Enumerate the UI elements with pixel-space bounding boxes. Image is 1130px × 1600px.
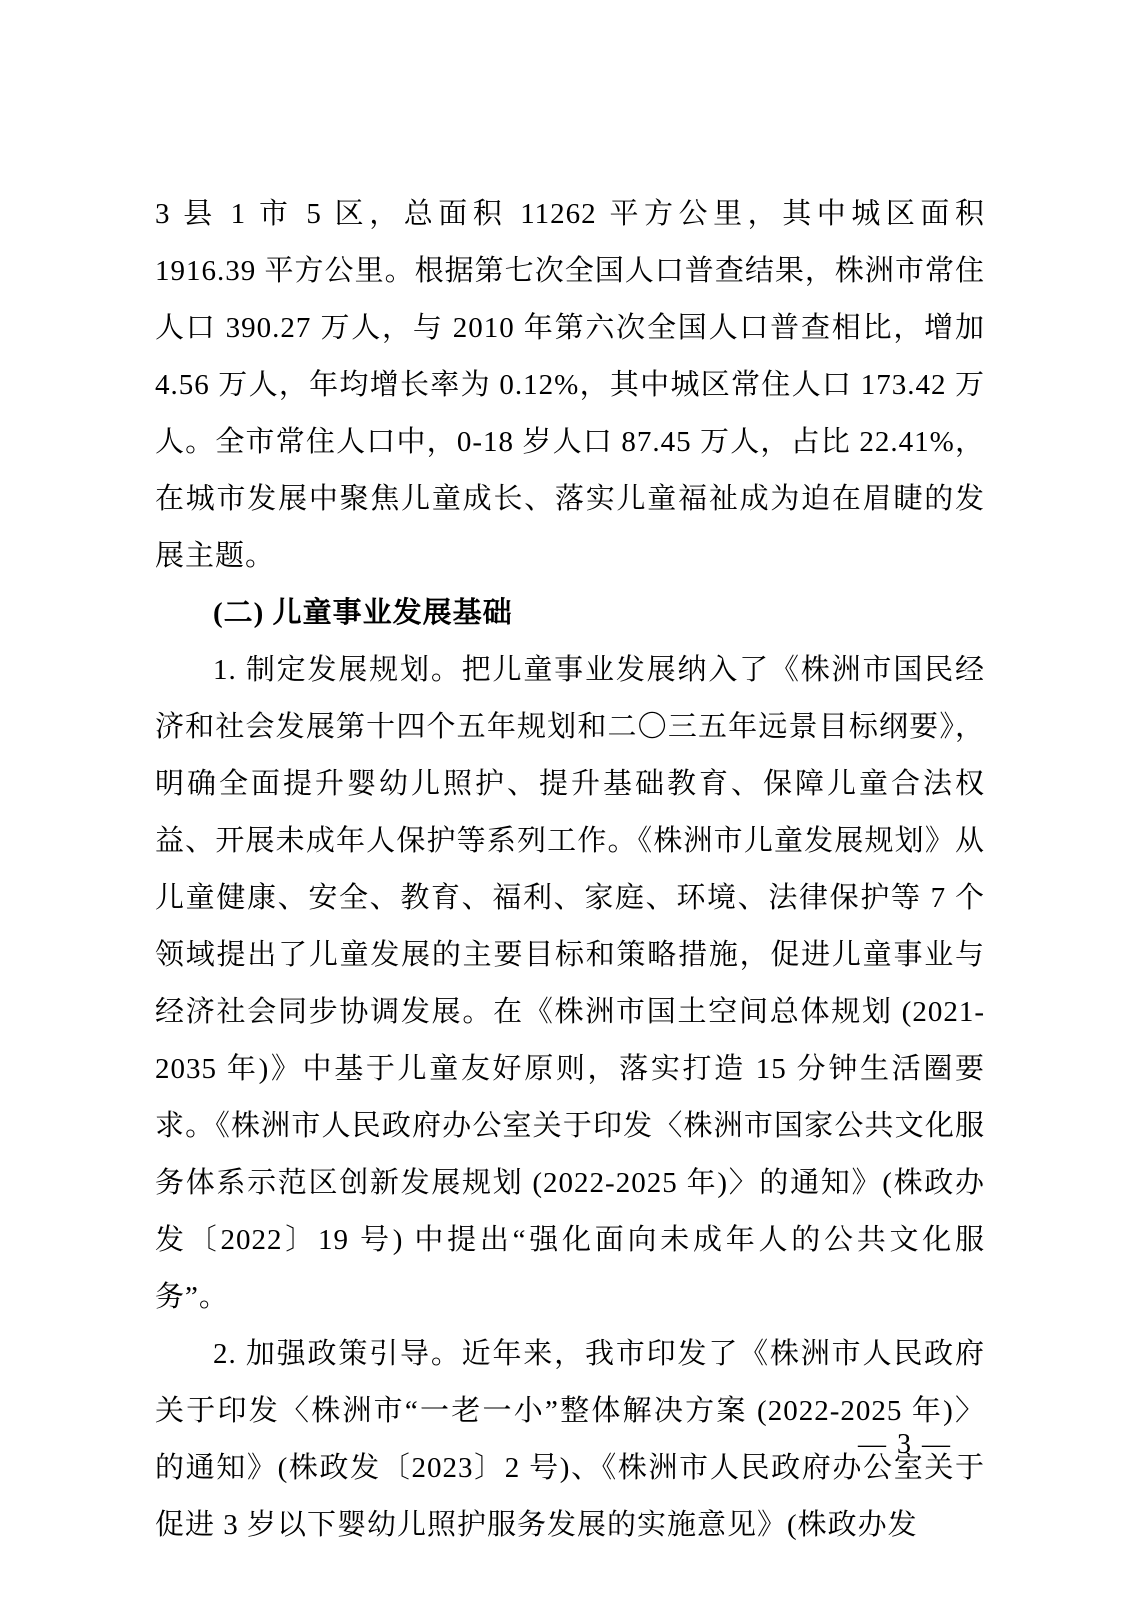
paragraph-population-stats: 3 县 1 市 5 区，总面积 11262 平方公里，其中城区面积 1916.39 平方公里。根据第七次全国人口普查结果，株洲市常住人口 390.27 万人，与 2010 年第六次全国人口普查相比，增加 4.56 万人，年均增长率为 0.12%，其中城区常住人口 173.42 万人。全市常住人口中，0-18 岁人口 87.45 万人，占比 22.41%，在城市发展中聚焦儿童成长、落实儿童福祉成为迫在眉睫的发展主题。 (155, 198, 985, 572)
paragraph-policy-guidance: 2. 加强政策引导。近年来，我市印发了《株洲市人民政府关于印发〈株洲市“一老一小”整体解决方案 (2022-2025 年)〉的通知》(株政发〔2023〕2 号)、《株洲市人民政府办公室关于促进 3 岁以下婴幼儿照护服务发展的实施意见》(株政办发 (155, 1338, 985, 1541)
page-number: — 3 — (858, 1429, 952, 1460)
paragraph-development-planning: 1. 制定发展规划。把儿童事业发展纳入了《株洲市国民经济和社会发展第十四个五年规划和二〇三五年远景目标纲要》，明确全面提升婴幼儿照护、提升基础教育、保障儿童合法权益、开展未成年人保护等系列工作。《株洲市儿童发展规划》从儿童健康、安全、教育、福利、家庭、环境、法律保护等 7 个领域提出了儿童发展的主要目标和策略措施，促进儿童事业与经济社会同步协调发展。在《株洲市国土空间总体规划 (2021-2035 年)》中基于儿童友好原则，落实打造 15 分钟生活圈要求。《株洲市人民政府办公室关于印发〈株洲市国家公共文化服务体系示范区创新发展规划 (2022-2025 年)〉的通知》(株政办发〔2022〕19 号) 中提出“强化面向未成年人的公共文化服务”。 (155, 654, 985, 1313)
section-heading: (二) 儿童事业发展基础 (213, 597, 513, 629)
document-content (155, 186, 985, 1554)
